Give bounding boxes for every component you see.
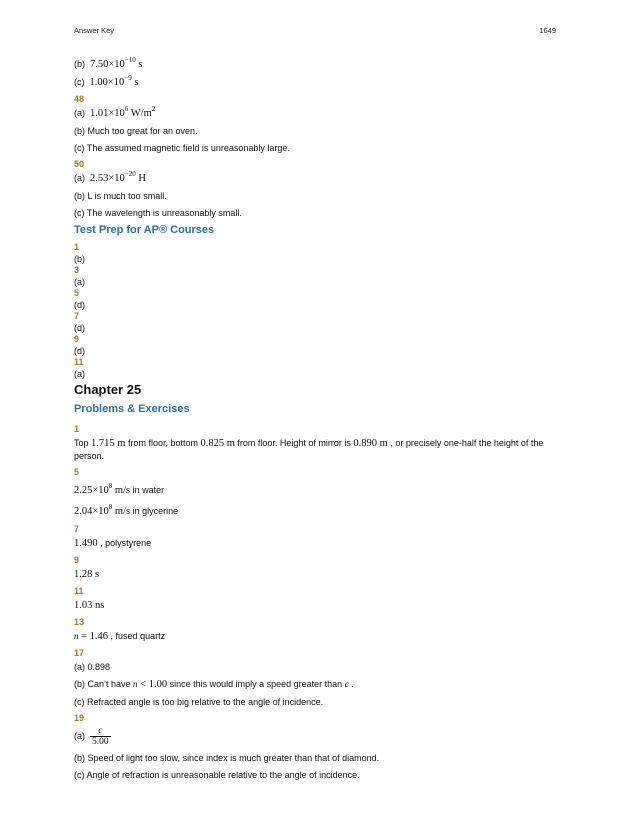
test-prep-number: 3 bbox=[74, 265, 80, 275]
test-prep-answer: (d) bbox=[74, 346, 85, 356]
test-prep-number: 5 bbox=[74, 288, 80, 298]
problem-number-13: 13 bbox=[74, 617, 85, 627]
test-prep-answer: (d) bbox=[74, 323, 85, 333]
answer-1: Top 1.715 m from floor, bottom 0.825 m from floor. Height of mirror is 0.890 m , or precisely one-half the height of the person. bbox=[74, 438, 544, 461]
answer-key-content bbox=[74, 58, 556, 786]
page-number: 1649 bbox=[539, 26, 556, 35]
problem-number-48: 48 bbox=[74, 94, 85, 104]
problem-number-9: 9 bbox=[74, 555, 80, 565]
answer-11: 1.03 ns bbox=[74, 600, 105, 611]
answer-17a: (a) 0.898 bbox=[74, 662, 111, 672]
problem-number-5: 5 bbox=[74, 467, 80, 477]
answer-17b: (b) Can’t have n < 1.00 since this would imply a speed greater than c . bbox=[74, 679, 354, 690]
test-prep-number: 1 bbox=[74, 242, 80, 252]
answer-19a: (a) $\frac{c}{5.00}$ bbox=[74, 726, 109, 747]
answer-17c: (c) Refracted angle is too big relative to the angle of incidence. bbox=[74, 697, 324, 707]
answer-48a: (a) $1.01\times 10^6$ $W/m^2$ bbox=[74, 105, 156, 119]
problem-number-50: 50 bbox=[74, 159, 85, 169]
test-prep-number: 11 bbox=[74, 357, 84, 367]
test-prep-number: 7 bbox=[74, 311, 80, 321]
test-prep-list bbox=[74, 242, 556, 380]
problem-number-17: 17 bbox=[74, 648, 85, 658]
answer-5-water: $2.25\times 10^8$ m/s in water bbox=[74, 482, 165, 496]
section-heading-test-prep: Test Prep for AP® Courses bbox=[74, 224, 215, 236]
answer-50c: (c) The wavelength is unreasonably small. bbox=[74, 208, 242, 218]
answer-7: 1.490 , polystyrene bbox=[74, 538, 152, 549]
test-prep-answer: (b) bbox=[74, 254, 85, 264]
section-heading-problems: Problems & Exercises bbox=[74, 403, 190, 415]
answer-19c: (c) Angle of refraction is unreasonable relative to the angle of incidence. bbox=[74, 770, 360, 780]
answer-19b: (b) Speed of light too slow, since index is much greater than that of diamond. bbox=[74, 753, 380, 763]
chapter-title: Chapter 25 bbox=[74, 382, 142, 397]
answer-50a: (a) $2.53\times 10^{-20}$ H bbox=[74, 170, 146, 184]
answer-5-glycerine: $2.04\times 10^8$ m/s in glycerine bbox=[74, 503, 179, 517]
problem-number-19: 19 bbox=[74, 713, 85, 723]
test-prep-answer: (d) bbox=[74, 300, 85, 310]
answer-13: n = 1.46 , fused quartz bbox=[74, 631, 166, 642]
answer-prev-c: (c) $1.00\times 10^{-9}$ s bbox=[74, 74, 139, 88]
answer-48c: (c) The assumed magnetic field is unreasonably large. bbox=[74, 143, 290, 153]
test-prep-answer: (a) bbox=[74, 277, 85, 287]
answer-prev-b: (b) $7.50\times 10^{-10}$ s bbox=[74, 56, 143, 70]
test-prep-number: 9 bbox=[74, 334, 80, 344]
test-prep-answer: (a) bbox=[74, 369, 85, 379]
running-header-left: Answer Key bbox=[74, 26, 115, 35]
problem-number-7: 7 bbox=[74, 524, 80, 534]
problem-number-11: 11 bbox=[74, 586, 84, 596]
answer-50b: (b) L is much too small. bbox=[74, 191, 167, 201]
problem-number-1: 1 bbox=[74, 424, 80, 434]
fraction: $\frac{c}{5.00}$ bbox=[92, 726, 109, 747]
answer-9: 1.28 s bbox=[74, 569, 100, 580]
answer-48b: (b) Much too great for an oven. bbox=[74, 126, 198, 136]
